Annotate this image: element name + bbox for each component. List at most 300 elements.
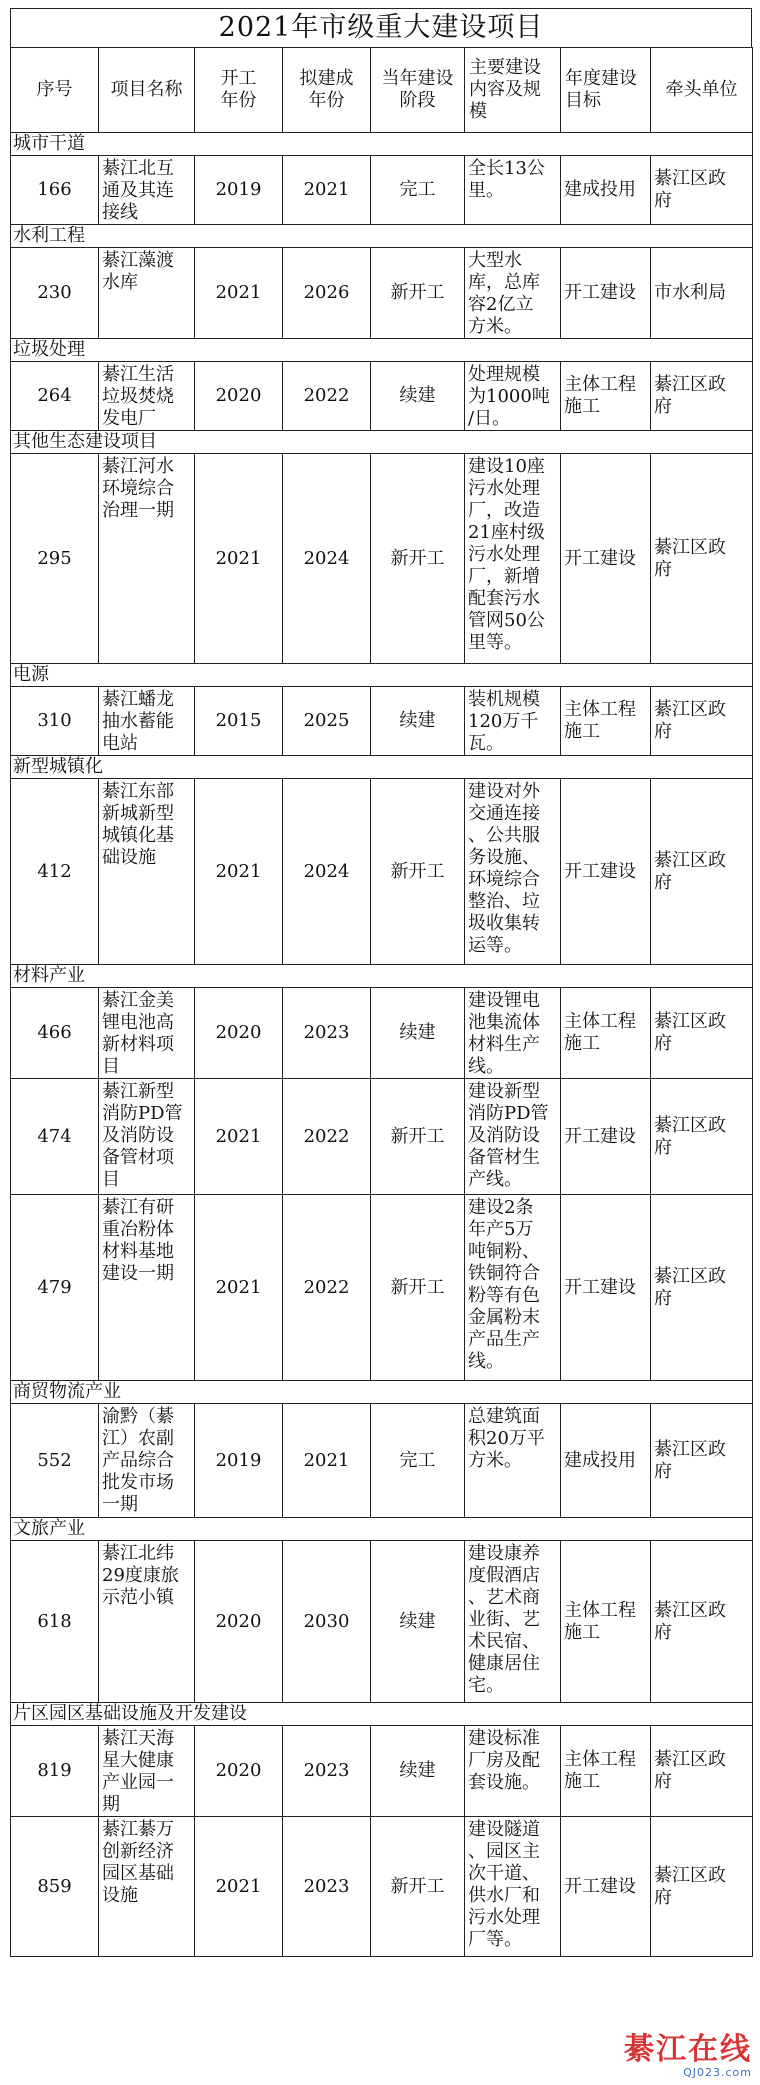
cell-content <box>465 988 561 1079</box>
cell-content-line: 务设施、 <box>468 847 540 868</box>
cell-content-line: 厂房及配 <box>468 1750 540 1771</box>
cell-end-year: 2024 <box>283 779 371 965</box>
cell-project-name <box>99 1541 195 1703</box>
cell-start-year: 2020 <box>195 1726 283 1817</box>
cell-content-line: 污水处理 <box>468 544 540 565</box>
cell-project-name-line: 环境综合 <box>102 478 174 499</box>
header-name-line: 项目名称 <box>110 79 183 100</box>
header-stage-line: 当年建设 <box>381 68 454 89</box>
cell-project-name-line: 渝黔（綦 <box>102 1406 174 1427</box>
cell-goal <box>561 988 651 1079</box>
cell-project-name-line: 通及其连 <box>102 180 174 201</box>
cell-goal-line: 开工建设 <box>564 1125 636 1147</box>
cell-start-year: 2015 <box>195 687 283 756</box>
cell-lead-unit <box>651 248 753 339</box>
cell-lead-unit-line: 綦江区政 <box>654 1599 726 1621</box>
header-lead-unit <box>651 48 753 133</box>
cell-number: 466 <box>11 988 99 1079</box>
header-no <box>11 48 99 133</box>
header-stage-line: 阶段 <box>399 90 436 111</box>
cell-content <box>465 248 561 339</box>
cell-project-name-line: 创新经济 <box>102 1841 174 1862</box>
cell-project-name-line: 产业园一 <box>102 1772 174 1793</box>
cell-project-name <box>99 1195 195 1381</box>
cell-lead-unit-line: 府 <box>654 1886 672 1908</box>
cell-content-line: 交通连接 <box>468 803 540 824</box>
header-end-year-line: 拟建成 <box>299 68 354 89</box>
cell-content-line: 管网50公 <box>468 610 545 631</box>
cell-end-year: 2022 <box>283 1195 371 1381</box>
cell-project-name-line: 綦江新型 <box>102 1081 174 1102</box>
cell-lead-unit-line: 府 <box>654 1287 672 1309</box>
cell-content-line: 吨铜粉、 <box>468 1241 540 1262</box>
cell-project-name-line: 綦江藻渡 <box>102 250 174 271</box>
cell-stage: 续建 <box>371 1726 465 1817</box>
cell-content-line: 、园区主 <box>468 1841 540 1862</box>
category-row <box>11 1381 753 1404</box>
cell-end-year: 2021 <box>283 1404 371 1518</box>
header-stage <box>371 48 465 133</box>
cell-stage: 续建 <box>371 1541 465 1703</box>
cell-content-line: 铁铜符合 <box>468 1263 540 1284</box>
cell-project-name <box>99 988 195 1079</box>
cell-content-line: 120万千 <box>468 711 539 732</box>
cell-content-line: 年产5万 <box>468 1219 534 1240</box>
cell-lead-unit <box>651 779 753 965</box>
cell-start-year: 2021 <box>195 779 283 965</box>
table-row <box>11 1404 753 1518</box>
cell-project-name-line: 设施 <box>102 1885 138 1906</box>
cell-content-line: 里。 <box>468 180 504 201</box>
cell-project-name-line: 綦江綦万 <box>102 1819 174 1840</box>
cell-project-name-line: 綦江生活 <box>102 364 174 385</box>
cell-project-name-line: 及消防设 <box>102 1125 174 1146</box>
cell-content-line: 建设10座 <box>468 456 545 477</box>
cell-stage: 续建 <box>371 988 465 1079</box>
cell-stage: 续建 <box>371 687 465 756</box>
cell-project-name-line: 建设一期 <box>102 1263 174 1284</box>
cell-content-line: 、艺术商 <box>468 1587 540 1608</box>
cell-goal <box>561 454 651 664</box>
cell-content-line: 次干道、 <box>468 1863 540 1884</box>
cell-project-name <box>99 1404 195 1518</box>
cell-lead-unit <box>651 687 753 756</box>
cell-project-name-line: 产品综合 <box>102 1450 174 1471</box>
cell-goal-line: 主体工程 <box>564 374 636 395</box>
cell-content-line: 建设隧道 <box>468 1819 540 1840</box>
cell-start-year: 2021 <box>195 454 283 664</box>
table-row <box>11 454 753 664</box>
cell-project-name-line: 城镇化基 <box>102 825 174 846</box>
cell-project-name-line: 示范小镇 <box>102 1587 174 1608</box>
cell-lead-unit <box>651 1817 753 1957</box>
cell-content-line: 装机规模 <box>468 689 540 710</box>
cell-project-name <box>99 156 195 225</box>
header-content <box>465 48 561 133</box>
cell-number: 230 <box>11 248 99 339</box>
cell-end-year: 2026 <box>283 248 371 339</box>
cell-project-name-line: 一期 <box>102 1494 138 1515</box>
cell-goal <box>561 687 651 756</box>
cell-project-name-line: 29度康旅 <box>102 1565 179 1586</box>
cell-content <box>465 1079 561 1195</box>
cell-project-name-line: 电站 <box>102 733 138 754</box>
cell-project-name-line: 治理一期 <box>102 500 174 521</box>
cell-project-name-line: 新城新型 <box>102 803 174 824</box>
cell-goal <box>561 362 651 431</box>
cell-project-name-line: 备管材项 <box>102 1147 174 1168</box>
cell-end-year: 2030 <box>283 1541 371 1703</box>
cell-project-name-line: 綦江有研 <box>102 1197 174 1218</box>
cell-start-year: 2019 <box>195 1404 283 1518</box>
cell-content-line: 厂等。 <box>468 1929 522 1950</box>
cell-goal-line: 开工建设 <box>564 1276 636 1298</box>
cell-content-line: 21座村级 <box>468 522 545 543</box>
category-label: 城市干道 <box>11 133 753 156</box>
category-label: 水利工程 <box>11 225 753 248</box>
cell-project-name-line: 目 <box>102 1056 120 1077</box>
cell-lead-unit-line: 綦江区政 <box>654 1749 726 1770</box>
cell-lead-unit-line: 綦江区政 <box>654 1438 726 1460</box>
category-label: 电源 <box>11 664 753 687</box>
cell-project-name-line: 发电厂 <box>102 408 156 429</box>
cell-project-name-line: 綦江北纬 <box>102 1543 174 1564</box>
cell-number: 412 <box>11 779 99 965</box>
cell-start-year: 2021 <box>195 1079 283 1195</box>
cell-content-line: 环境综合 <box>468 869 540 890</box>
header-start-year <box>195 48 283 133</box>
cell-project-name-line: 新材料项 <box>102 1034 174 1055</box>
cell-goal-line: 建成投用 <box>564 179 636 200</box>
cell-lead-unit-line: 綦江区政 <box>654 849 726 871</box>
cell-number: 295 <box>11 454 99 664</box>
category-row <box>11 431 753 454</box>
table-row <box>11 1079 753 1195</box>
cell-content-line: 厂，新增 <box>468 566 540 587</box>
cell-lead-unit-line: 綦江区政 <box>654 374 726 395</box>
header-content-line: 主要建设 <box>469 57 541 78</box>
cell-lead-unit <box>651 362 753 431</box>
cell-lead-unit-line: 府 <box>654 1136 672 1158</box>
cell-content <box>465 1541 561 1703</box>
cell-content-line: 消防PD管 <box>468 1103 549 1124</box>
cell-content-line: 全长13公 <box>468 158 545 179</box>
cell-start-year: 2020 <box>195 1541 283 1703</box>
cell-content-line: 瓦。 <box>468 733 504 754</box>
header-goal-line: 目标 <box>565 90 601 111</box>
cell-lead-unit-line: 綦江区政 <box>654 1011 726 1032</box>
cell-project-name-line: 批发市场 <box>102 1472 174 1493</box>
cell-lead-unit-line: 市水利局 <box>654 282 726 303</box>
cell-project-name-line: 綦江北互 <box>102 158 174 179</box>
cell-goal-line: 主体工程 <box>564 1599 636 1621</box>
cell-project-name-line: 垃圾焚烧 <box>102 386 174 407</box>
table-row <box>11 248 753 339</box>
cell-content-line: 圾收集转 <box>468 913 540 934</box>
cell-project-name-line: 綦江天海 <box>102 1728 174 1749</box>
cell-lead-unit <box>651 1541 753 1703</box>
cell-goal <box>561 156 651 225</box>
cell-stage: 新开工 <box>371 1817 465 1957</box>
header-content-line: 模 <box>469 101 487 122</box>
cell-lead-unit-line: 府 <box>654 1621 672 1643</box>
header-no-line: 序号 <box>36 79 73 100</box>
cell-stage: 新开工 <box>371 1079 465 1195</box>
header-start-year-line: 年份 <box>220 90 257 111</box>
cell-goal-line: 施工 <box>564 1621 600 1643</box>
cell-number: 264 <box>11 362 99 431</box>
cell-goal-line: 主体工程 <box>564 1011 636 1032</box>
cell-lead-unit <box>651 1726 753 1817</box>
header-row <box>11 48 753 133</box>
cell-content-line: 池集流体 <box>468 1012 540 1033</box>
cell-content-line: 度假酒店 <box>468 1565 540 1586</box>
cell-stage: 新开工 <box>371 248 465 339</box>
cell-goal-line: 建成投用 <box>564 1449 636 1471</box>
cell-lead-unit <box>651 1404 753 1518</box>
cell-stage: 续建 <box>371 362 465 431</box>
cell-project-name-line: 目 <box>102 1169 120 1190</box>
cell-lead-unit-line: 綦江区政 <box>654 699 726 720</box>
table-row <box>11 988 753 1079</box>
table-row <box>11 362 753 431</box>
category-label: 片区园区基础设施及开发建设 <box>11 1703 753 1726</box>
cell-lead-unit <box>651 1079 753 1195</box>
cell-lead-unit-line: 綦江区政 <box>654 168 726 189</box>
cell-content-line: 建设标准 <box>468 1728 540 1749</box>
cell-project-name-line: 抽水蓄能 <box>102 711 174 732</box>
cell-content <box>465 1404 561 1518</box>
cell-goal <box>561 1817 651 1957</box>
cell-start-year: 2021 <box>195 248 283 339</box>
cell-content-line: 总建筑面 <box>468 1406 540 1427</box>
cell-content <box>465 779 561 965</box>
cell-stage: 新开工 <box>371 1195 465 1381</box>
cell-content-line: 厂，改造 <box>468 500 540 521</box>
cell-content-line: 为1000吨 <box>468 386 550 407</box>
header-content-line: 内容及规 <box>469 79 541 100</box>
cell-content <box>465 362 561 431</box>
cell-goal-line: 施工 <box>564 396 600 417</box>
cell-stage: 新开工 <box>371 779 465 965</box>
cell-project-name-line: 接线 <box>102 202 138 223</box>
table-row <box>11 687 753 756</box>
table-row <box>11 1817 753 1957</box>
cell-content-line: 方米。 <box>468 1450 522 1471</box>
header-name <box>99 48 195 133</box>
category-label: 材料产业 <box>11 965 753 988</box>
cell-content-line: 套设施。 <box>468 1772 540 1793</box>
cell-content-line: 宅。 <box>468 1675 504 1696</box>
cell-number: 618 <box>11 1541 99 1703</box>
cell-end-year: 2025 <box>283 687 371 756</box>
cell-lead-unit-line: 府 <box>654 1771 672 1792</box>
cell-end-year: 2022 <box>283 362 371 431</box>
cell-number: 859 <box>11 1817 99 1957</box>
cell-project-name-line: 材料基地 <box>102 1241 174 1262</box>
cell-goal <box>561 248 651 339</box>
watermark-site: QJ023.com <box>683 2066 752 2079</box>
cell-lead-unit-line: 府 <box>654 721 672 742</box>
cell-content <box>465 1817 561 1957</box>
cell-goal-line: 施工 <box>564 1771 600 1792</box>
watermark-logo <box>624 2034 752 2079</box>
cell-stage: 新开工 <box>371 454 465 664</box>
cell-goal-line: 主体工程 <box>564 1749 636 1770</box>
cell-content-line: 术民宿、 <box>468 1631 540 1652</box>
cell-goal-line: 开工建设 <box>564 282 636 303</box>
cell-lead-unit-line: 府 <box>654 1460 672 1482</box>
cell-lead-unit-line: 府 <box>654 396 672 417</box>
cell-content-line: 建设锂电 <box>468 990 540 1011</box>
header-goal-line: 年度建设 <box>565 68 637 89</box>
category-label: 其他生态建设项目 <box>11 431 753 454</box>
cell-goal <box>561 1195 651 1381</box>
cell-content-line: 产线。 <box>468 1169 522 1190</box>
cell-content-line: 线。 <box>468 1056 504 1077</box>
cell-project-name-line: 重冶粉体 <box>102 1219 174 1240</box>
cell-number: 310 <box>11 687 99 756</box>
header-end-year <box>283 48 371 133</box>
cell-number: 479 <box>11 1195 99 1381</box>
cell-content-line: 配套污水 <box>468 588 540 609</box>
project-table <box>10 47 753 1957</box>
table-row <box>11 779 753 965</box>
cell-content-line: 备管材生 <box>468 1147 540 1168</box>
category-label: 垃圾处理 <box>11 339 753 362</box>
cell-content <box>465 1195 561 1381</box>
cell-start-year: 2021 <box>195 1195 283 1381</box>
cell-content-line: 供水厂和 <box>468 1885 540 1906</box>
category-row <box>11 756 753 779</box>
cell-number: 166 <box>11 156 99 225</box>
cell-content-line: 建设新型 <box>468 1081 540 1102</box>
cell-project-name <box>99 1079 195 1195</box>
cell-lead-unit-line: 府 <box>654 558 672 580</box>
cell-project-name-line: 綦江金美 <box>102 990 174 1011</box>
cell-number: 819 <box>11 1726 99 1817</box>
cell-end-year: 2021 <box>283 156 371 225</box>
cell-content-line: 粉等有色 <box>468 1285 540 1306</box>
cell-project-name-line: 锂电池高 <box>102 1012 174 1033</box>
header-end-year-line: 年份 <box>308 90 345 111</box>
cell-lead-unit <box>651 454 753 664</box>
cell-content-line: 库，总库 <box>468 272 540 293</box>
cell-content-line: 、公共服 <box>468 825 540 846</box>
cell-goal-line: 开工建设 <box>564 860 636 882</box>
watermark-brand: 綦江在线 <box>624 2032 752 2067</box>
cell-content-line: 污水处理 <box>468 478 540 499</box>
category-row <box>11 225 753 248</box>
cell-lead-unit-line: 綦江区政 <box>654 1864 726 1886</box>
cell-content-line: 产品生产 <box>468 1329 540 1350</box>
cell-content-line: 大型水 <box>468 250 522 271</box>
table-row <box>11 1726 753 1817</box>
cell-content-line: 里等。 <box>468 632 522 653</box>
category-label: 新型城镇化 <box>11 756 753 779</box>
cell-content-line: /日。 <box>468 408 511 429</box>
cell-start-year: 2020 <box>195 988 283 1079</box>
cell-content-line: 及消防设 <box>468 1125 540 1146</box>
cell-lead-unit-line: 府 <box>654 1033 672 1054</box>
cell-content-line: 方米。 <box>468 316 522 337</box>
cell-project-name <box>99 362 195 431</box>
cell-goal <box>561 1404 651 1518</box>
cell-project-name <box>99 779 195 965</box>
cell-goal <box>561 1726 651 1817</box>
cell-content-line: 处理规模 <box>468 364 540 385</box>
cell-project-name-line: 綦江东部 <box>102 781 174 802</box>
cell-project-name <box>99 1817 195 1957</box>
cell-lead-unit <box>651 1195 753 1381</box>
cell-goal <box>561 1541 651 1703</box>
table-row <box>11 1541 753 1703</box>
cell-content <box>465 454 561 664</box>
cell-content-line: 容2亿立 <box>468 294 534 315</box>
cell-content-line: 建设康养 <box>468 1543 540 1564</box>
cell-content-line: 业街、艺 <box>468 1609 540 1630</box>
table-title: 2021年市级重大建设项目 <box>10 8 752 47</box>
cell-end-year: 2023 <box>283 988 371 1079</box>
cell-content <box>465 687 561 756</box>
header-goal <box>561 48 651 133</box>
cell-project-name-line: 础设施 <box>102 847 156 868</box>
cell-project-name-line: 水库 <box>102 272 138 293</box>
cell-goal-line: 施工 <box>564 1033 600 1054</box>
cell-content-line: 整治、垃 <box>468 891 540 912</box>
cell-project-name-line: 园区基础 <box>102 1863 174 1884</box>
cell-project-name-line: 綦江蟠龙 <box>102 689 174 710</box>
cell-content-line: 金属粉末 <box>468 1307 540 1328</box>
cell-number: 474 <box>11 1079 99 1195</box>
cell-lead-unit <box>651 156 753 225</box>
cell-content-line: 运等。 <box>468 935 522 956</box>
cell-stage: 完工 <box>371 1404 465 1518</box>
cell-content-line: 污水处理 <box>468 1907 540 1928</box>
cell-content-line: 材料生产 <box>468 1034 540 1055</box>
cell-goal-line: 开工建设 <box>564 547 636 569</box>
cell-content-line: 健康居住 <box>468 1653 540 1674</box>
project-sheet <box>10 8 752 1957</box>
cell-end-year: 2023 <box>283 1726 371 1817</box>
cell-stage: 完工 <box>371 156 465 225</box>
cell-start-year: 2019 <box>195 156 283 225</box>
cell-project-name-line: 江）农副 <box>102 1428 174 1449</box>
cell-lead-unit-line: 綦江区政 <box>654 536 726 558</box>
cell-lead-unit-line: 府 <box>654 190 672 211</box>
cell-lead-unit <box>651 988 753 1079</box>
cell-project-name-line: 期 <box>102 1794 120 1815</box>
category-row <box>11 1703 753 1726</box>
cell-project-name <box>99 248 195 339</box>
cell-project-name <box>99 1726 195 1817</box>
category-row <box>11 339 753 362</box>
header-lead-unit-line: 牵头单位 <box>665 79 738 100</box>
cell-end-year: 2023 <box>283 1817 371 1957</box>
cell-project-name-line: 消防PD管 <box>102 1103 183 1124</box>
cell-start-year: 2021 <box>195 1817 283 1957</box>
cell-project-name-line: 綦江河水 <box>102 456 174 477</box>
cell-goal-line: 施工 <box>564 721 600 742</box>
cell-content-line: 线。 <box>468 1351 504 1372</box>
cell-goal <box>561 779 651 965</box>
cell-content <box>465 156 561 225</box>
cell-end-year: 2022 <box>283 1079 371 1195</box>
cell-start-year: 2020 <box>195 362 283 431</box>
cell-content-line: 积20万平 <box>468 1428 545 1449</box>
cell-content-line: 建设对外 <box>468 781 540 802</box>
category-row <box>11 133 753 156</box>
